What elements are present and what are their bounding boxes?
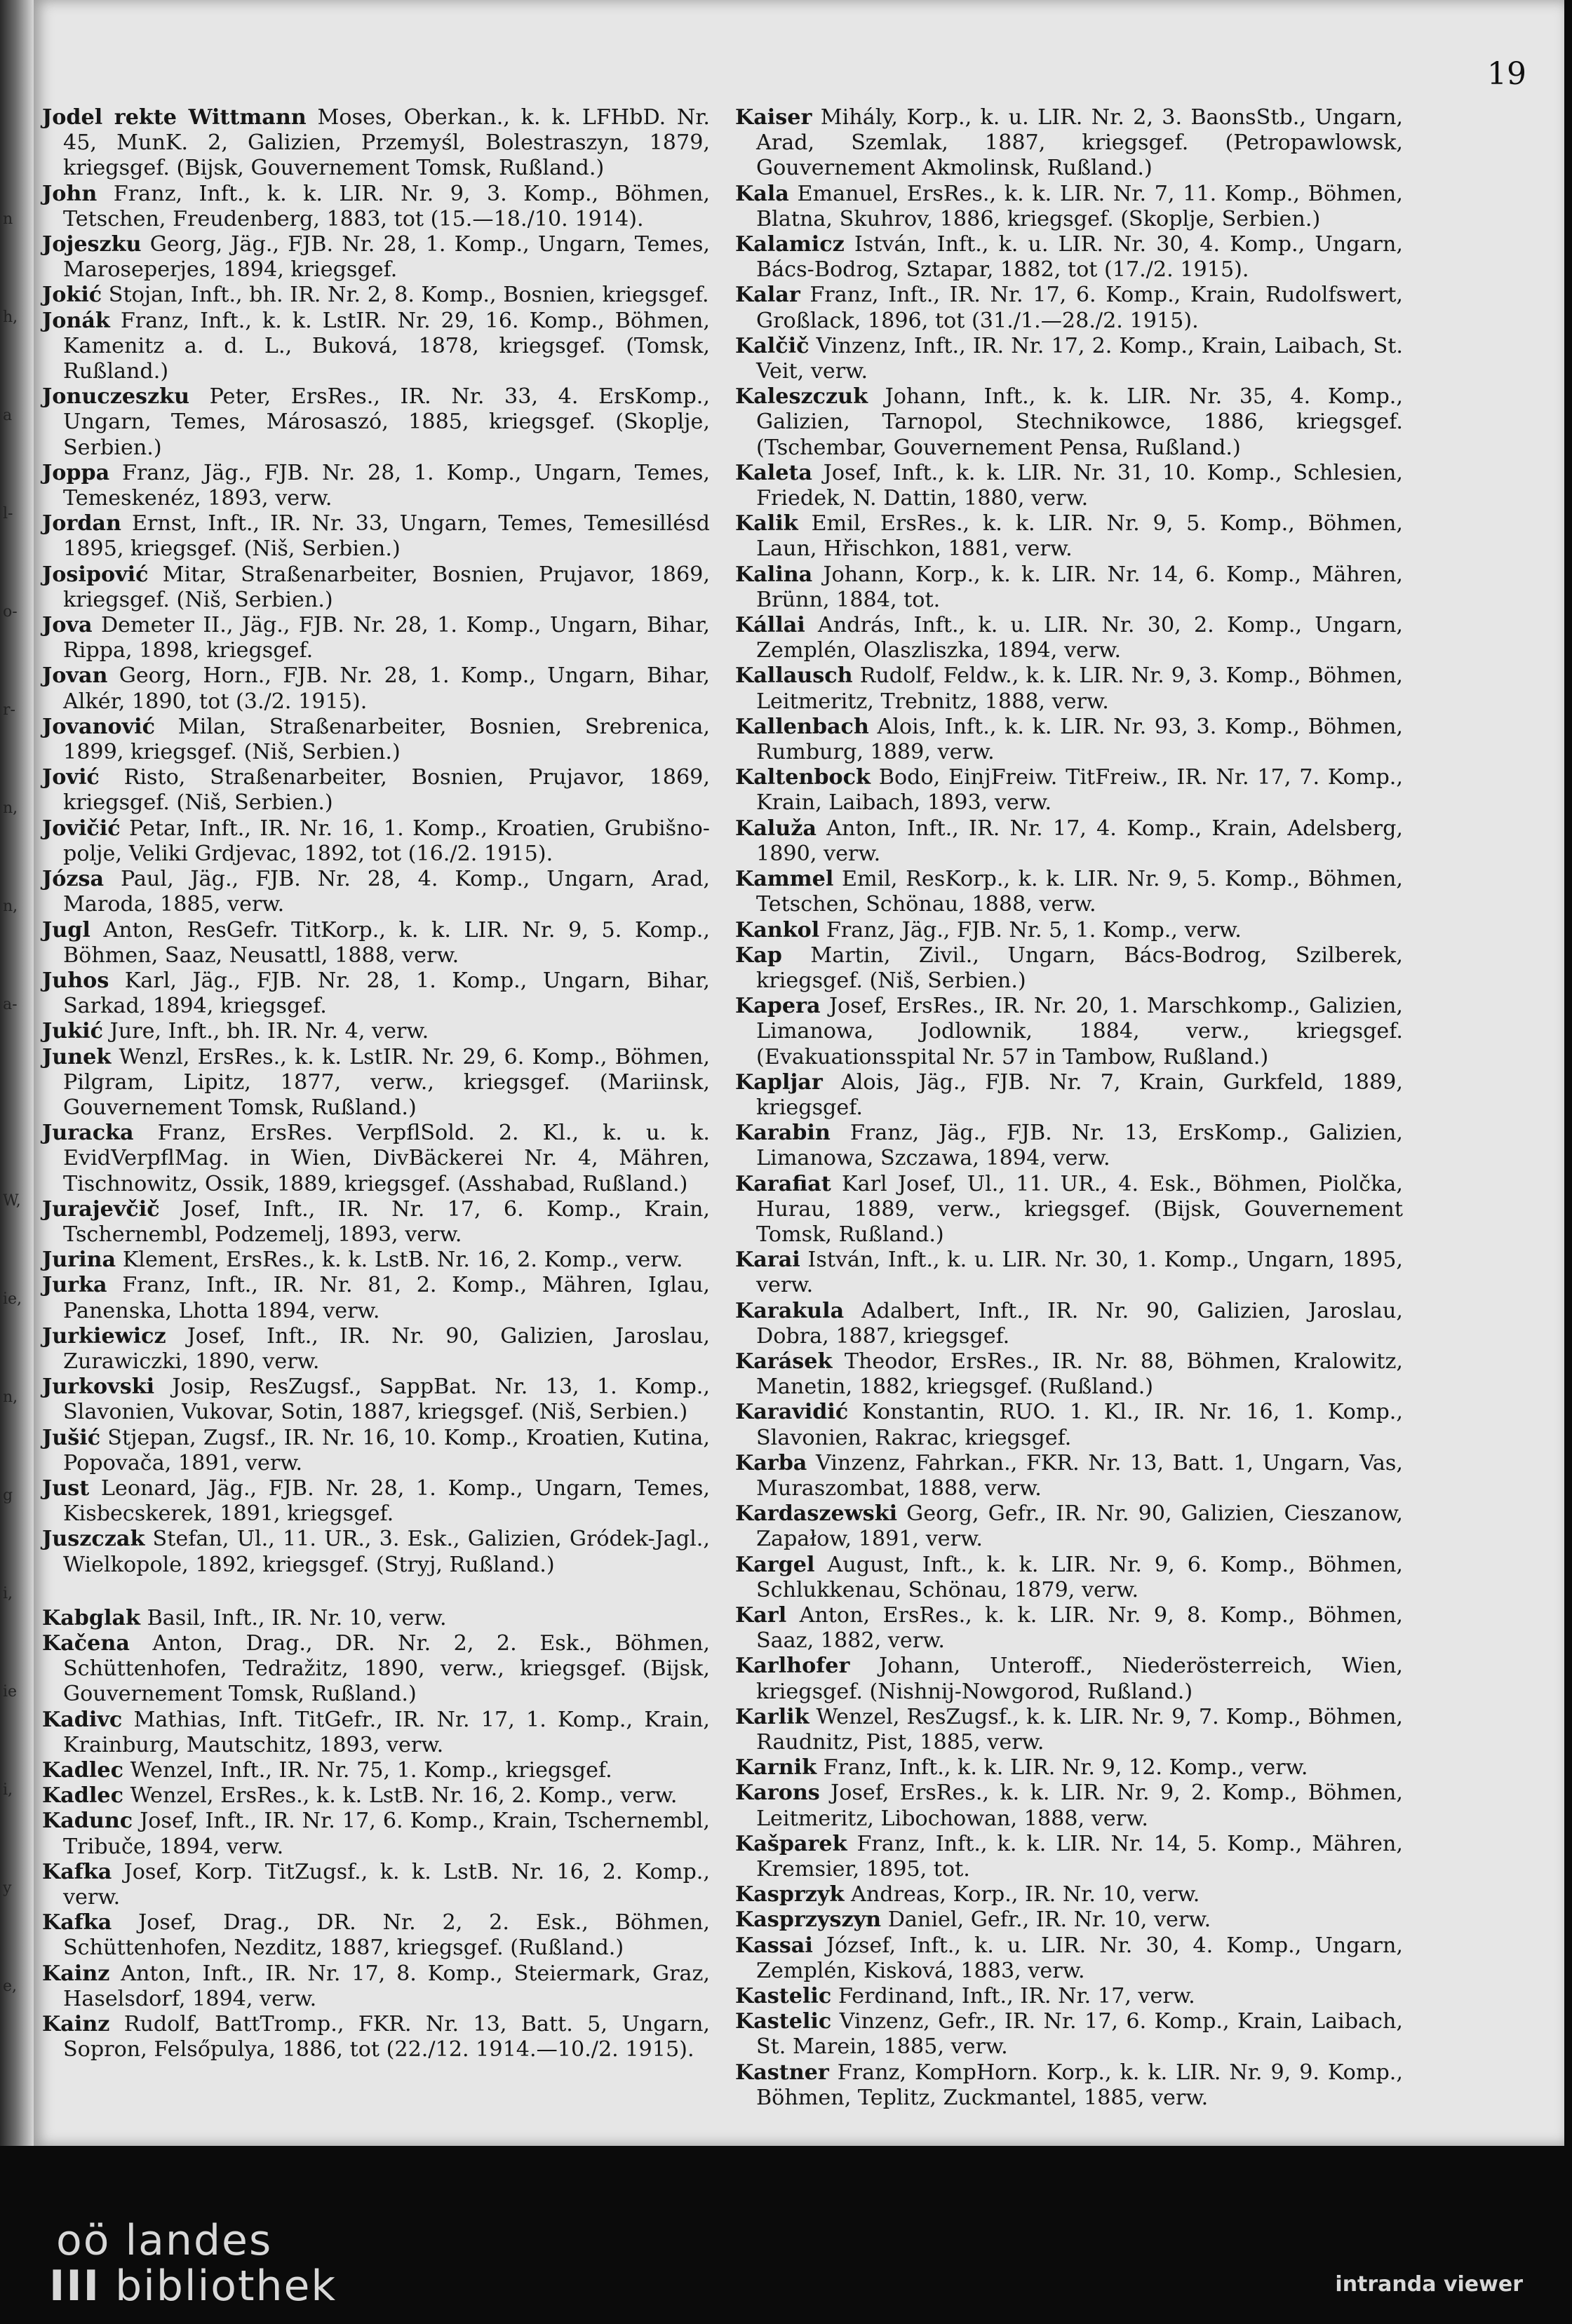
entry-details: Klement, ErsRes., k. k. LstB. Nr. 16, 2. Komp., verw. (122, 1248, 683, 1273)
entry-details: Emanuel, ErsRes., k. k. LIR. Nr. 7, 11. Komp., Böhmen, Blatna, Skuhrov, 1886, kriegsgef. (Skoplje, Serbien.) (756, 181, 1403, 231)
entry-surname: Karlik (735, 1704, 809, 1729)
casualty-entry (42, 1631, 710, 1708)
logo-bars-icon: III (49, 2262, 100, 2311)
entry-details: Ferdinand, Inft., IR. Nr. 17, verw. (838, 1984, 1195, 2009)
entry-surname: Jodel rekte Wittmann (42, 105, 307, 130)
casualty-entry (42, 1019, 710, 1044)
entry-details: Josef, Inft., k. k. LIR. Nr. 31, 10. Komp., Schlesien, Friedek, N. Dattin, 1880, verw. (756, 460, 1403, 511)
casualty-entry (42, 1121, 710, 1197)
margin-letter: a (3, 407, 13, 424)
casualty-entry (735, 461, 1403, 511)
entry-surname: Kalamicz (735, 232, 845, 257)
casualty-entry (735, 1299, 1403, 1349)
viewer-footer (0, 2146, 1572, 2324)
entry-details: Karl, Jäg., FJB. Nr. 28, 1. Komp., Ungarn, Bihar, Sarkad, 1894, kriegsgef. (63, 968, 710, 1019)
entry-details: Johann, Korp., k. k. LIR. Nr. 14, 6. Komp., Mähren, Brünn, 1884, tot. (756, 562, 1403, 612)
casualty-entry (735, 105, 1403, 182)
casualty-entry (735, 1654, 1403, 1704)
entry-surname: Kastelic (735, 2009, 832, 2034)
entry-details: Wenzel, ResZugsf., k. k. LIR. Nr. 9, 7. Komp., Böhmen, Raudnitz, Pist, 1885, verw. (756, 1704, 1403, 1755)
casualty-entry (42, 1426, 710, 1476)
casualty-entry (42, 663, 710, 714)
casualty-entry (735, 384, 1403, 461)
margin-letter: i, (3, 1781, 13, 1799)
casualty-entry (42, 1910, 710, 1961)
margin-letter: e, (3, 1978, 18, 1995)
entry-surname: Kafka (42, 1859, 112, 1884)
margin-letter: i, (3, 1585, 13, 1602)
casualty-entry (735, 1070, 1403, 1121)
casualty-entry (42, 232, 710, 283)
entry-surname: Kapera (735, 994, 821, 1019)
entry-surname: Jordan (42, 511, 121, 536)
entry-details: Franz, KompHorn. Korp., k. k. LIR. Nr. 9, 9. Komp., Böhmen, Teplitz, Zuckmantel, 1885, verw. (756, 2060, 1403, 2110)
entry-details: Franz, Inft., IR. Nr. 81, 2. Komp., Mähren, Iglau, Panenska, Lhotta 1894, verw. (63, 1273, 710, 1323)
entry-details: István, Inft., k. u. LIR. Nr. 30, 4. Komp., Ungarn, Bács-Bodrog, Sztapar, 1882, tot (17./2. 1915). (756, 232, 1403, 283)
entry-surname: Karl (735, 1602, 787, 1628)
margin-letter: h, (3, 309, 18, 326)
entry-details: August, Inft., k. k. LIR. Nr. 9, 6. Komp., Böhmen, Schlukkenau, Schönau, 1879, verw. (756, 1552, 1403, 1602)
casualty-entry (735, 867, 1403, 917)
margin-letter: ie, (3, 1290, 22, 1308)
casualty-entry (735, 1832, 1403, 1882)
entry-surname: Karnik (735, 1755, 817, 1781)
entry-surname: Jovičić (42, 816, 121, 841)
left-column (42, 105, 710, 2062)
entry-surname: Kallenbach (735, 714, 869, 739)
casualty-entry (42, 1527, 710, 1577)
entry-details: Georg, Gefr., IR. Nr. 90, Galizien, Cieszanow, Zapałow, 1891, verw. (756, 1501, 1403, 1552)
entry-details: Martin, Zivil., Ungarn, Bács-Bodrog, Szilberek, kriegsgef. (Niš, Serbien.) (756, 943, 1403, 993)
entry-surname: Kaltenbock (735, 765, 871, 790)
margin-letter: a- (3, 996, 18, 1013)
casualty-entry (735, 1705, 1403, 1755)
casualty-entry (42, 1273, 710, 1323)
entry-details: Karl Josef, Ul., 11. UR., 4. Esk., Böhmen, Piolčka, Hurau, 1889, verw., kriegsgef. (Bijsk, Gouvernement Tomsk, Rußland.) (756, 1171, 1403, 1247)
margin-letter: r- (3, 701, 15, 719)
casualty-entry (735, 283, 1403, 333)
binding-strip (0, 0, 34, 2146)
entry-surname: Just (42, 1475, 90, 1501)
entry-surname: Jurina (42, 1248, 116, 1273)
entry-surname: Jonuczeszku (42, 384, 190, 410)
entry-surname: Junek (42, 1044, 112, 1069)
entry-surname: Karai (735, 1248, 800, 1273)
entry-surname: Kap (735, 943, 782, 968)
entry-details: Mathias, Inft. TitGefr., IR. Nr. 17, 1. Komp., Krain, Krainburg, Mautschitz, 1893, verw. (63, 1707, 710, 1757)
entry-details: Vinzenz, Inft., IR. Nr. 17, 2. Komp., Krain, Laibach, St. Veit, verw. (756, 333, 1403, 384)
entry-surname: Kammel (735, 867, 834, 892)
entry-surname: Jukić (42, 1019, 103, 1044)
viewer-label: intranda viewer (1335, 2272, 1523, 2297)
entry-surname: Kadlec (42, 1758, 123, 1783)
casualty-entry (735, 1349, 1403, 1400)
entry-surname: Jojeszku (42, 232, 142, 257)
entry-details: Mihály, Korp., k. u. LIR. Nr. 2, 3. BaonsStb., Ungarn, Arad, Szemlak, 1887, kriegsgef. (Petropawlowsk, Gouvernement Akmolinsk, Rußland.) (756, 105, 1403, 181)
casualty-entry (42, 1045, 710, 1121)
entry-surname: Josipović (42, 562, 149, 587)
entry-surname: Kállai (735, 613, 805, 638)
entry-surname: Kainz (42, 2012, 110, 2037)
margin-letter: n, (3, 898, 18, 915)
entry-details: Milan, Straßenarbeiter, Bosnien, Srebrenica, 1899, kriegsgef. (Niš, Serbien.) (63, 714, 710, 765)
entry-details: Rudolf, BattTromp., FKR. Nr. 13, Batt. 5, Ungarn, Sopron, Felsőpulya, 1886, tot (22./12. 1914.—10./2. 1915). (63, 2012, 710, 2062)
library-logo-line1: oö landes (56, 2216, 273, 2265)
entry-details: Jure, Inft., bh. IR. Nr. 4, verw. (109, 1019, 429, 1044)
casualty-entry (42, 1708, 710, 1758)
entry-details: Anton, ErsRes., k. k. LIR. Nr. 9, 8. Komp., Böhmen, Saaz, 1882, verw. (756, 1602, 1403, 1654)
casualty-entry (42, 1961, 710, 2012)
entry-surname: Kalar (735, 283, 800, 308)
entry-details: Anton, Inft., IR. Nr. 17, 4. Komp., Krain, Adelsberg, 1890, verw. (756, 816, 1403, 866)
casualty-entry (735, 1907, 1403, 1933)
entry-details: Moses, Oberkan., k. k. LFHbD. Nr. 45, MunK. 2, Galizien, Przemyśl, Bolestraszyn, 1879, kriegsgef. (Bijsk, Gouvernement Tomsk, Rußland.) (63, 105, 710, 181)
entry-details: András, Inft., k. u. LIR. Nr. 30, 2. Komp., Ungarn, Zemplén, Olaszliszka, 1894, verw. (756, 613, 1403, 663)
section-gap (42, 1578, 710, 1606)
entry-surname: Kačena (42, 1630, 130, 1656)
casualty-entry (735, 943, 1403, 994)
entry-details: Johann, Unteroff., Niederösterreich, Wien, kriegsgef. (Nishnij-Nowgorod, Rußland.) (756, 1654, 1403, 1704)
entry-details: Josef, ErsRes., k. k. LIR. Nr. 9, 2. Komp., Böhmen, Leitmeritz, Libochowan, 1888, verw. (756, 1781, 1403, 1831)
entry-details: Alois, Inft., k. k. LIR. Nr. 93, 3. Komp., Böhmen, Rumburg, 1889, verw. (756, 714, 1403, 765)
entry-details: Franz, Inft., k. k. LIR. Nr. 9, 12. Komp., verw. (823, 1755, 1308, 1781)
entry-details: Franz, ErsRes. VerpflSold. 2. Kl., k. u. k. EvidVerpflMag. in Wien, DivBäckerei Nr. 4, Mähren, Tischnowitz, Ossik, 1889, kriegsgef. (Asshabad, Rußland.) (63, 1121, 710, 1196)
library-logo-word: bibliothek (115, 2262, 337, 2311)
casualty-entry (42, 1783, 710, 1809)
entry-details: Franz, Inft., k. k. LIR. Nr. 14, 5. Komp., Mähren, Kremsier, 1895, tot. (756, 1831, 1403, 1882)
entry-details: Georg, Jäg., FJB. Nr. 28, 1. Komp., Ungarn, Temes, Maroseperjes, 1894, kriegsgef. (63, 232, 710, 283)
entry-surname: Jova (42, 613, 93, 638)
entry-surname: Karavidić (735, 1400, 849, 1425)
casualty-entry (42, 1324, 710, 1374)
entry-details: Demeter II., Jäg., FJB. Nr. 28, 1. Komp., Ungarn, Bihar, Rippa, 1898, kriegsgef. (63, 613, 710, 663)
entry-surname: Kardaszewski (735, 1501, 898, 1527)
entry-surname: Kaleszczuk (735, 384, 868, 410)
casualty-entry (735, 1603, 1403, 1654)
margin-letter: o- (3, 603, 18, 621)
casualty-entry (42, 562, 710, 613)
casualty-entry (42, 1860, 710, 1910)
casualty-entry (42, 1197, 710, 1248)
entry-surname: Kabglak (42, 1605, 140, 1630)
casualty-entry (42, 715, 710, 765)
entry-details: Paul, Jäg., FJB. Nr. 28, 4. Komp., Ungarn, Arad, Maroda, 1885, verw. (63, 867, 710, 917)
entry-surname: Kallausch (735, 663, 853, 689)
casualty-entry (735, 1984, 1403, 2009)
entry-details: Josef, Inft., IR. Nr. 90, Galizien, Jaroslau, Zurawiczki, 1890, verw. (63, 1323, 710, 1374)
entry-details: József, Inft., k. u. LIR. Nr. 30, 4. Komp., Ungarn, Zemplén, Kisková, 1883, verw. (756, 1933, 1403, 1983)
entry-surname: Jurajevčič (42, 1196, 160, 1222)
entry-surname: Kadunc (42, 1809, 133, 1834)
casualty-entry (42, 816, 710, 867)
entry-details: Josef, Inft., IR. Nr. 17, 6. Komp., Krain, Tschernembl, Tribuče, 1894, verw. (63, 1809, 710, 1859)
entry-surname: Karabin (735, 1121, 831, 1146)
entry-details: Stjepan, Zugsf., IR. Nr. 16, 10. Komp., Kroatien, Kutina, Popovača, 1891, verw. (63, 1425, 710, 1475)
casualty-entry (42, 613, 710, 663)
casualty-entry (42, 384, 710, 461)
entry-details: Adalbert, Inft., IR. Nr. 90, Galizien, Jaroslau, Dobra, 1887, kriegsgef. (756, 1298, 1403, 1349)
library-logo-line2 (49, 2262, 337, 2311)
entry-details: Leonard, Jäg., FJB. Nr. 28, 1. Komp., Ungarn, Temes, Kisbecskerek, 1891, kriegsgef. (63, 1475, 710, 1527)
casualty-entry (735, 182, 1403, 232)
casualty-entry (735, 2060, 1403, 2111)
casualty-entry (42, 765, 710, 816)
entry-details: Bodo, EinjFreiw. TitFreiw., IR. Nr. 17, 7. Komp., Krain, Laibach, 1893, verw. (756, 765, 1403, 816)
margin-letter: n, (3, 799, 18, 817)
document-page (34, 0, 1564, 2146)
casualty-entry (735, 1451, 1403, 1501)
entry-surname: Kašparek (735, 1831, 847, 1856)
casualty-entry (735, 1172, 1403, 1248)
casualty-entry (42, 918, 710, 968)
margin-letter: g (3, 1487, 13, 1504)
entry-surname: Jokić (42, 283, 102, 308)
margin-letter: ie (3, 1683, 18, 1701)
casualty-entry (735, 1755, 1403, 1781)
entry-details: Franz, Inft., k. k. LstIR. Nr. 29, 16. Komp., Böhmen, Kamenitz a. d. L., Buková, 1878, kriegsgef. (Tomsk, Rußland.) (63, 308, 710, 384)
entry-surname: Jovan (42, 663, 108, 689)
entry-surname: Kadivc (42, 1707, 123, 1732)
casualty-entry (735, 613, 1403, 663)
casualty-entry (735, 1121, 1403, 1171)
entry-details: Anton, Drag., DR. Nr. 2, 2. Esk., Böhmen, Schüttenhofen, Tedražitz, 1890, verw., kriegsgef. (Bijsk, Gouvernement Tomsk, Rußland.) (63, 1630, 710, 1707)
entry-details: Alois, Jäg., FJB. Nr. 7, Krain, Gurkfeld, 1889, kriegsgef. (756, 1069, 1403, 1120)
entry-surname: Joppa (42, 460, 110, 485)
entry-details: Anton, Inft., IR. Nr. 17, 8. Komp., Steiermark, Graz, Haselsdorf, 1894, verw. (63, 1961, 710, 2011)
entry-surname: Kafka (42, 1910, 112, 1935)
entry-details: Peter, ErsRes., IR. Nr. 33, 4. ErsKomp., Ungarn, Temes, Márosaszó, 1885, kriegsgef. (Skoplje, Serbien.) (63, 384, 710, 460)
entry-details: Andreas, Korp., IR. Nr. 10, verw. (851, 1882, 1200, 1907)
entry-details: Vinzenz, Fahrkan., FKR. Nr. 13, Batt. 1, Ungarn, Vas, Muraszombat, 1888, verw. (756, 1450, 1403, 1501)
entry-details: Vinzenz, Gefr., IR. Nr. 17, 6. Komp., Krain, Laibach, St. Marein, 1885, verw. (756, 2009, 1403, 2060)
casualty-entry (42, 1606, 710, 1631)
casualty-entry (735, 816, 1403, 867)
entry-surname: Jurkiewicz (42, 1323, 166, 1349)
entry-surname: Kastner (735, 2060, 829, 2085)
casualty-entry (735, 232, 1403, 283)
casualty-entry (735, 511, 1403, 562)
entry-details: Stefan, Ul., 11. UR., 3. Esk., Galizien, Gródek-Jagl., Wielkopole, 1892, kriegsgef. (Stryj, Rußland.) (63, 1527, 710, 1577)
entry-surname: Jović (42, 765, 100, 790)
entry-surname: Juhos (42, 968, 109, 993)
entry-details: Emil, ErsRes., k. k. LIR. Nr. 9, 5. Komp., Böhmen, Laun, Hřischkon, 1881, verw. (756, 511, 1403, 562)
casualty-entry (735, 562, 1403, 613)
casualty-entry (42, 1374, 710, 1425)
entry-details: Josef, Drag., DR. Nr. 2, 2. Esk., Böhmen, Schüttenhofen, Nezditz, 1887, kriegsgef. (Rußland.) (63, 1910, 710, 1961)
entry-details: Josip, ResZugsf., SappBat. Nr. 13, 1. Komp., Slavonien, Vukovar, Sotin, 1887, kriegsgef. (Niš, Serbien.) (63, 1374, 710, 1425)
entry-details: Wenzel, Inft., IR. Nr. 75, 1. Komp., kriegsgef. (130, 1758, 612, 1783)
margin-letter: n, (3, 1389, 18, 1406)
casualty-entry (42, 1809, 710, 1859)
margin-letter: l- (3, 505, 13, 522)
entry-surname: Jušić (42, 1425, 101, 1450)
entry-details: Risto, Straßenarbeiter, Bosnien, Prujavor, 1869, kriegsgef. (Niš, Serbien.) (63, 765, 710, 816)
entry-surname: Jurkovski (42, 1374, 155, 1400)
entry-surname: John (42, 181, 98, 206)
casualty-entry (42, 2012, 710, 2062)
casualty-entry (42, 511, 710, 562)
casualty-entry (735, 1553, 1403, 1603)
right-column (735, 105, 1403, 2111)
entry-surname: Juszczak (42, 1527, 145, 1552)
entry-surname: Juracka (42, 1121, 134, 1146)
entry-surname: Kalčič (735, 333, 809, 358)
entry-details: Theodor, ErsRes., IR. Nr. 88, Böhmen, Kralowitz, Manetin, 1882, kriegsgef. (Rußland.) (756, 1349, 1403, 1400)
margin-letter: n (3, 210, 13, 228)
casualty-entry (735, 663, 1403, 714)
casualty-entry (42, 461, 710, 511)
entry-details: Josef, ErsRes., IR. Nr. 20, 1. Marschkomp., Galizien, Limanowa, Jodlownik, 1884, verw., kriegsgef. (Evakuationsspital Nr. 57 in Tambow, Rußland.) (756, 994, 1403, 1069)
entry-details: Basil, Inft., IR. Nr. 10, verw. (147, 1605, 447, 1630)
entry-surname: Kaleta (735, 460, 812, 485)
casualty-entry (735, 765, 1403, 816)
casualty-entry (735, 1933, 1403, 1984)
entry-details: Franz, Jäg., FJB. Nr. 13, ErsKomp., Galizien, Limanowa, Szczawa, 1894, verw. (756, 1121, 1403, 1171)
entry-surname: Kalina (735, 562, 813, 587)
casualty-entry (42, 1476, 710, 1527)
entry-details: Stojan, Inft., bh. IR. Nr. 2, 8. Komp., Bosnien, kriegsgef. (108, 283, 709, 308)
casualty-entry (42, 182, 710, 232)
casualty-entry (735, 1882, 1403, 1907)
entry-surname: Karafiat (735, 1171, 831, 1196)
casualty-entry (42, 1758, 710, 1783)
entry-details: Franz, Jäg., FJB. Nr. 5, 1. Komp., verw. (826, 917, 1242, 943)
casualty-entry (735, 994, 1403, 1070)
casualty-entry (735, 918, 1403, 943)
entry-details: Georg, Horn., FJB. Nr. 28, 1. Komp., Ungarn, Bihar, Alkér, 1890, tot (3./2. 1915). (63, 663, 710, 714)
casualty-entry (42, 283, 710, 308)
entry-surname: Kaluža (735, 816, 817, 841)
entry-surname: Kastelic (735, 1984, 832, 2009)
casualty-entry (42, 867, 710, 917)
casualty-entry (42, 968, 710, 1019)
entry-surname: Jurka (42, 1273, 107, 1298)
entry-surname: Kassai (735, 1933, 813, 1958)
casualty-entry (735, 1400, 1403, 1450)
entry-surname: Kankol (735, 917, 820, 943)
entry-surname: Jugl (42, 917, 90, 943)
casualty-entry (735, 1501, 1403, 1552)
entry-details: Johann, Inft., k. k. LIR. Nr. 35, 4. Komp., Galizien, Tarnopol, Stechnikowce, 1886, kriegsgef. (Tschembar, Gouvernement Pensa, Rußland.) (756, 384, 1403, 460)
entry-surname: Kalik (735, 511, 798, 536)
entry-surname: Kala (735, 181, 789, 206)
entry-surname: Jovanović (42, 714, 155, 739)
page-number: 19 (1487, 56, 1526, 92)
casualty-entry (735, 2009, 1403, 2060)
margin-letter: y (3, 1879, 12, 1897)
entry-surname: Kaiser (735, 105, 812, 130)
entry-surname: Józsa (42, 867, 105, 892)
entry-surname: Jonák (42, 308, 110, 333)
entry-details: Anton, ResGefr. TitKorp., k. k. LIR. Nr. 9, 5. Komp., Böhmen, Saaz, Neusattl, 1888, verw. (63, 917, 710, 968)
casualty-entry (735, 1248, 1403, 1298)
entry-details: István, Inft., k. u. LIR. Nr. 30, 1. Komp., Ungarn, 1895, verw. (756, 1248, 1403, 1298)
entry-details: Daniel, Gefr., IR. Nr. 10, verw. (887, 1907, 1211, 1933)
entry-details: Konstantin, RUO. 1. Kl., IR. Nr. 16, 1. Komp., Slavonien, Rakrac, kriegsgef. (756, 1400, 1403, 1450)
entry-details: Josef, Inft., IR. Nr. 17, 6. Komp., Krain, Tschernembl, Podzemelj, 1893, verw. (63, 1196, 710, 1247)
entry-details: Josef, Korp. TitZugsf., k. k. LstB. Nr. 16, 2. Komp., verw. (63, 1859, 710, 1910)
entry-details: Franz, Inft., k. k. LIR. Nr. 9, 3. Komp., Böhmen, Tetschen, Freudenberg, 1883, tot (15.—18./10. 1914). (63, 181, 710, 231)
entry-details: Petar, Inft., IR. Nr. 16, 1. Komp., Kroatien, Grubišno-polje, Veliki Grdjevac, 1892, tot (16./2. 1915). (63, 816, 710, 866)
casualty-entry (42, 1248, 710, 1273)
entry-details: Franz, Jäg., FJB. Nr. 28, 1. Komp., Ungarn, Temes, Temeskenéz, 1893, verw. (63, 460, 710, 511)
casualty-entry (735, 334, 1403, 384)
entry-surname: Karásek (735, 1349, 833, 1374)
casualty-entry (42, 105, 710, 182)
entry-details: Emil, ResKorp., k. k. LIR. Nr. 9, 5. Komp., Böhmen, Tetschen, Schönau, 1888, verw. (756, 867, 1403, 917)
casualty-entry (42, 309, 710, 385)
entry-surname: Kargel (735, 1552, 815, 1577)
entry-surname: Karba (735, 1450, 807, 1475)
entry-surname: Kadlec (42, 1783, 123, 1809)
casualty-entry (735, 715, 1403, 765)
entry-surname: Karlhofer (735, 1654, 850, 1679)
entry-details: Ernst, Inft., IR. Nr. 33, Ungarn, Temes, Temesillésd 1895, kriegsgef. (Niš, Serbien.) (63, 511, 710, 562)
entry-details: Mitar, Straßenarbeiter, Bosnien, Prujavor, 1869, kriegsgef. (Niš, Serbien.) (63, 562, 710, 612)
entry-surname: Karons (735, 1781, 820, 1806)
entry-surname: Kapljar (735, 1069, 823, 1095)
entry-details: Rudolf, Feldw., k. k. LIR. Nr. 9, 3. Komp., Böhmen, Leitmeritz, Trebnitz, 1888, verw. (756, 663, 1403, 714)
entry-surname: Kainz (42, 1961, 110, 1986)
entry-details: Wenzel, ErsRes., k. k. LstB. Nr. 16, 2. Komp., verw. (130, 1783, 678, 1809)
entry-details: Wenzl, ErsRes., k. k. LstIR. Nr. 29, 6. Komp., Böhmen, Pilgram, Lipitz, 1877, verw., kriegsgef. (Mariinsk, Gouvernement Tomsk, Rußland.) (63, 1044, 710, 1120)
casualty-entry (735, 1781, 1403, 1831)
entry-surname: Kasprzyk (735, 1882, 845, 1907)
entry-surname: Kasprzyszyn (735, 1907, 882, 1933)
entry-details: Franz, Inft., IR. Nr. 17, 6. Komp., Krain, Rudolfswert, Großlack, 1896, tot (31./1.—28./2. 1915). (756, 283, 1403, 333)
margin-letter: W, (3, 1192, 21, 1210)
entry-surname: Karakula (735, 1298, 845, 1323)
